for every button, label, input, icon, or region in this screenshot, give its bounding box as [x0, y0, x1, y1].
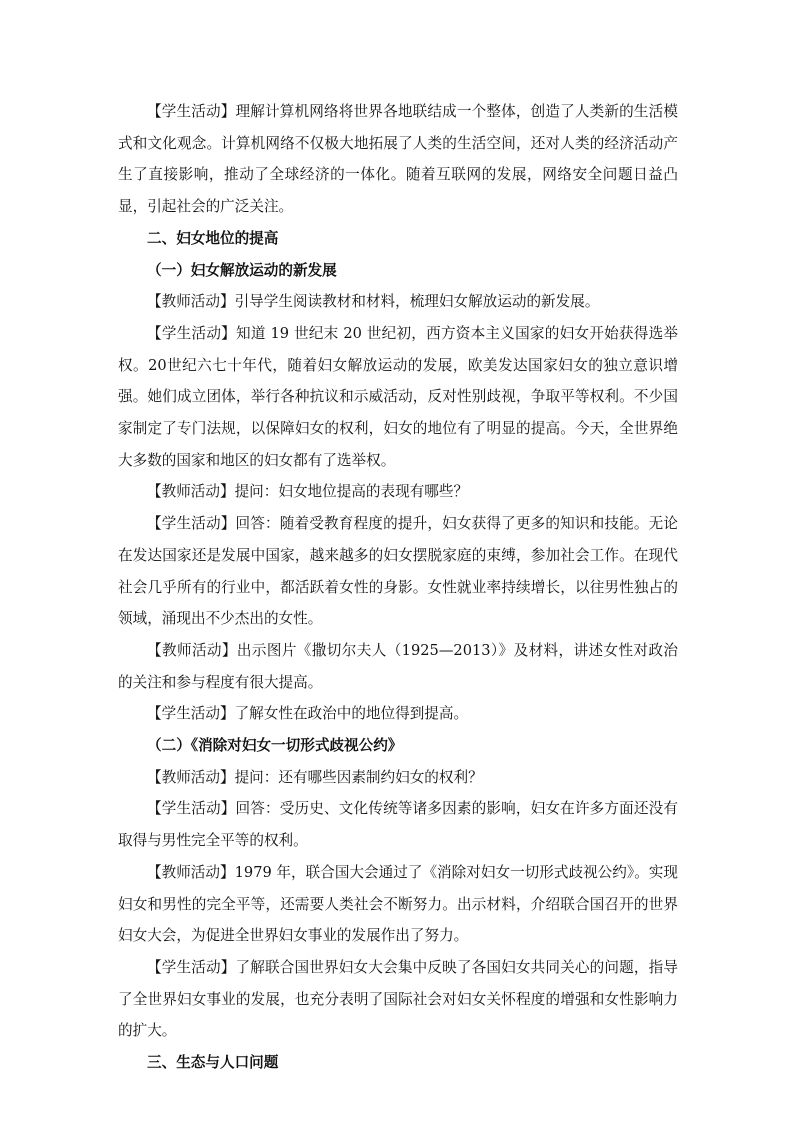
paragraph-teacher-activity-1979: 【教师活动】1979 年，联合国大会通过了《消除对妇女一切形式歧视公约》。实现妇女和男性的完全平等，还需要人类社会不断努力。出示材料，介绍联合国召开的世界妇女大会，为促进全世界妇女事业的发展作出了努力。	[118, 863, 678, 945]
section-heading-ecology-population: 三、生态与人口问题	[147, 1054, 279, 1072]
section-heading-women-status: 二、妇女地位的提高	[147, 229, 279, 247]
subsection-heading-liberation-movement: （一）妇女解放运动的新发展	[147, 261, 337, 279]
paragraph-teacher-activity-guide: 【教师活动】引导学生阅读教材和材料，梳理妇女解放运动的新发展。	[147, 293, 600, 311]
paragraph-teacher-activity-question: 【教师活动】提问：妇女地位提高的表现有哪些？	[147, 483, 469, 501]
paragraph-teacher-activity-thatcher: 【教师活动】出示图片《撒切尔夫人（1925—2013）》及材料，讲述女性对政治的关注和参与程度有很大提高。	[118, 641, 678, 691]
subsection-heading-cedaw: （二）《消除对妇女一切形式歧视公约》	[147, 737, 403, 755]
paragraph-teacher-activity-factors: 【教师活动】提问：还有哪些因素制约妇女的权利？	[147, 768, 483, 786]
paragraph-student-activity-answer: 【学生活动】回答：随着受教育程度的提升，妇女获得了更多的知识和技能。无论在发达国家还是发展中国家，越来越多的妇女摆脱家庭的束缚，参加社会工作。在现代社会几乎所有的行业中，都活跃着女性的身影。女性就业率持续增长，以往男性独占的领域，涌现出不少杰出的女性。	[118, 515, 678, 628]
paragraph-student-activity-conference: 【学生活动】了解联合国世界妇女大会集中反映了各国妇女共同关心的问题，指导了全世界妇女事业的发展，也充分表明了国际社会对妇女关怀程度的增强和女性影响力的扩大。	[118, 958, 678, 1040]
paragraph-student-activity-network: 【学生活动】理解计算机网络将世界各地联结成一个整体，创造了人类新的生活模式和文化观念。计算机网络不仅极大地拓展了人类的生活空间，还对人类的经济活动产生了直接影响，推动了全球经济的一体化。随着互联网的发展，网络安全问题日益凸显，引起社会的广泛关注。	[118, 103, 678, 216]
paragraph-student-activity-suffrage: 【学生活动】知道 19 世纪末 20 世纪初，西方资本主义国家的妇女开始获得选举权。20世纪六七十年代，随着妇女解放运动的发展，欧美发达国家妇女的独立意识增强。她们成立团体，举行各种抗议和示威活动，反对性别歧视，争取平等权利。不少国家制定了专门法规，以保障妇女的权利，妇女的地位有了明显的提高。今天，全世界绝大多数的国家和地区的妇女都有了选举权。	[118, 324, 678, 469]
document-body	[118, 96, 678, 1079]
paragraph-student-activity-politics: 【学生活动】了解女性在政治中的地位得到提高。	[147, 705, 469, 723]
paragraph-student-activity-factors: 【学生活动】回答：受历史、文化传统等诸多因素的影响，妇女在许多方面还没有取得与男性完全平等的权利。	[118, 800, 678, 850]
